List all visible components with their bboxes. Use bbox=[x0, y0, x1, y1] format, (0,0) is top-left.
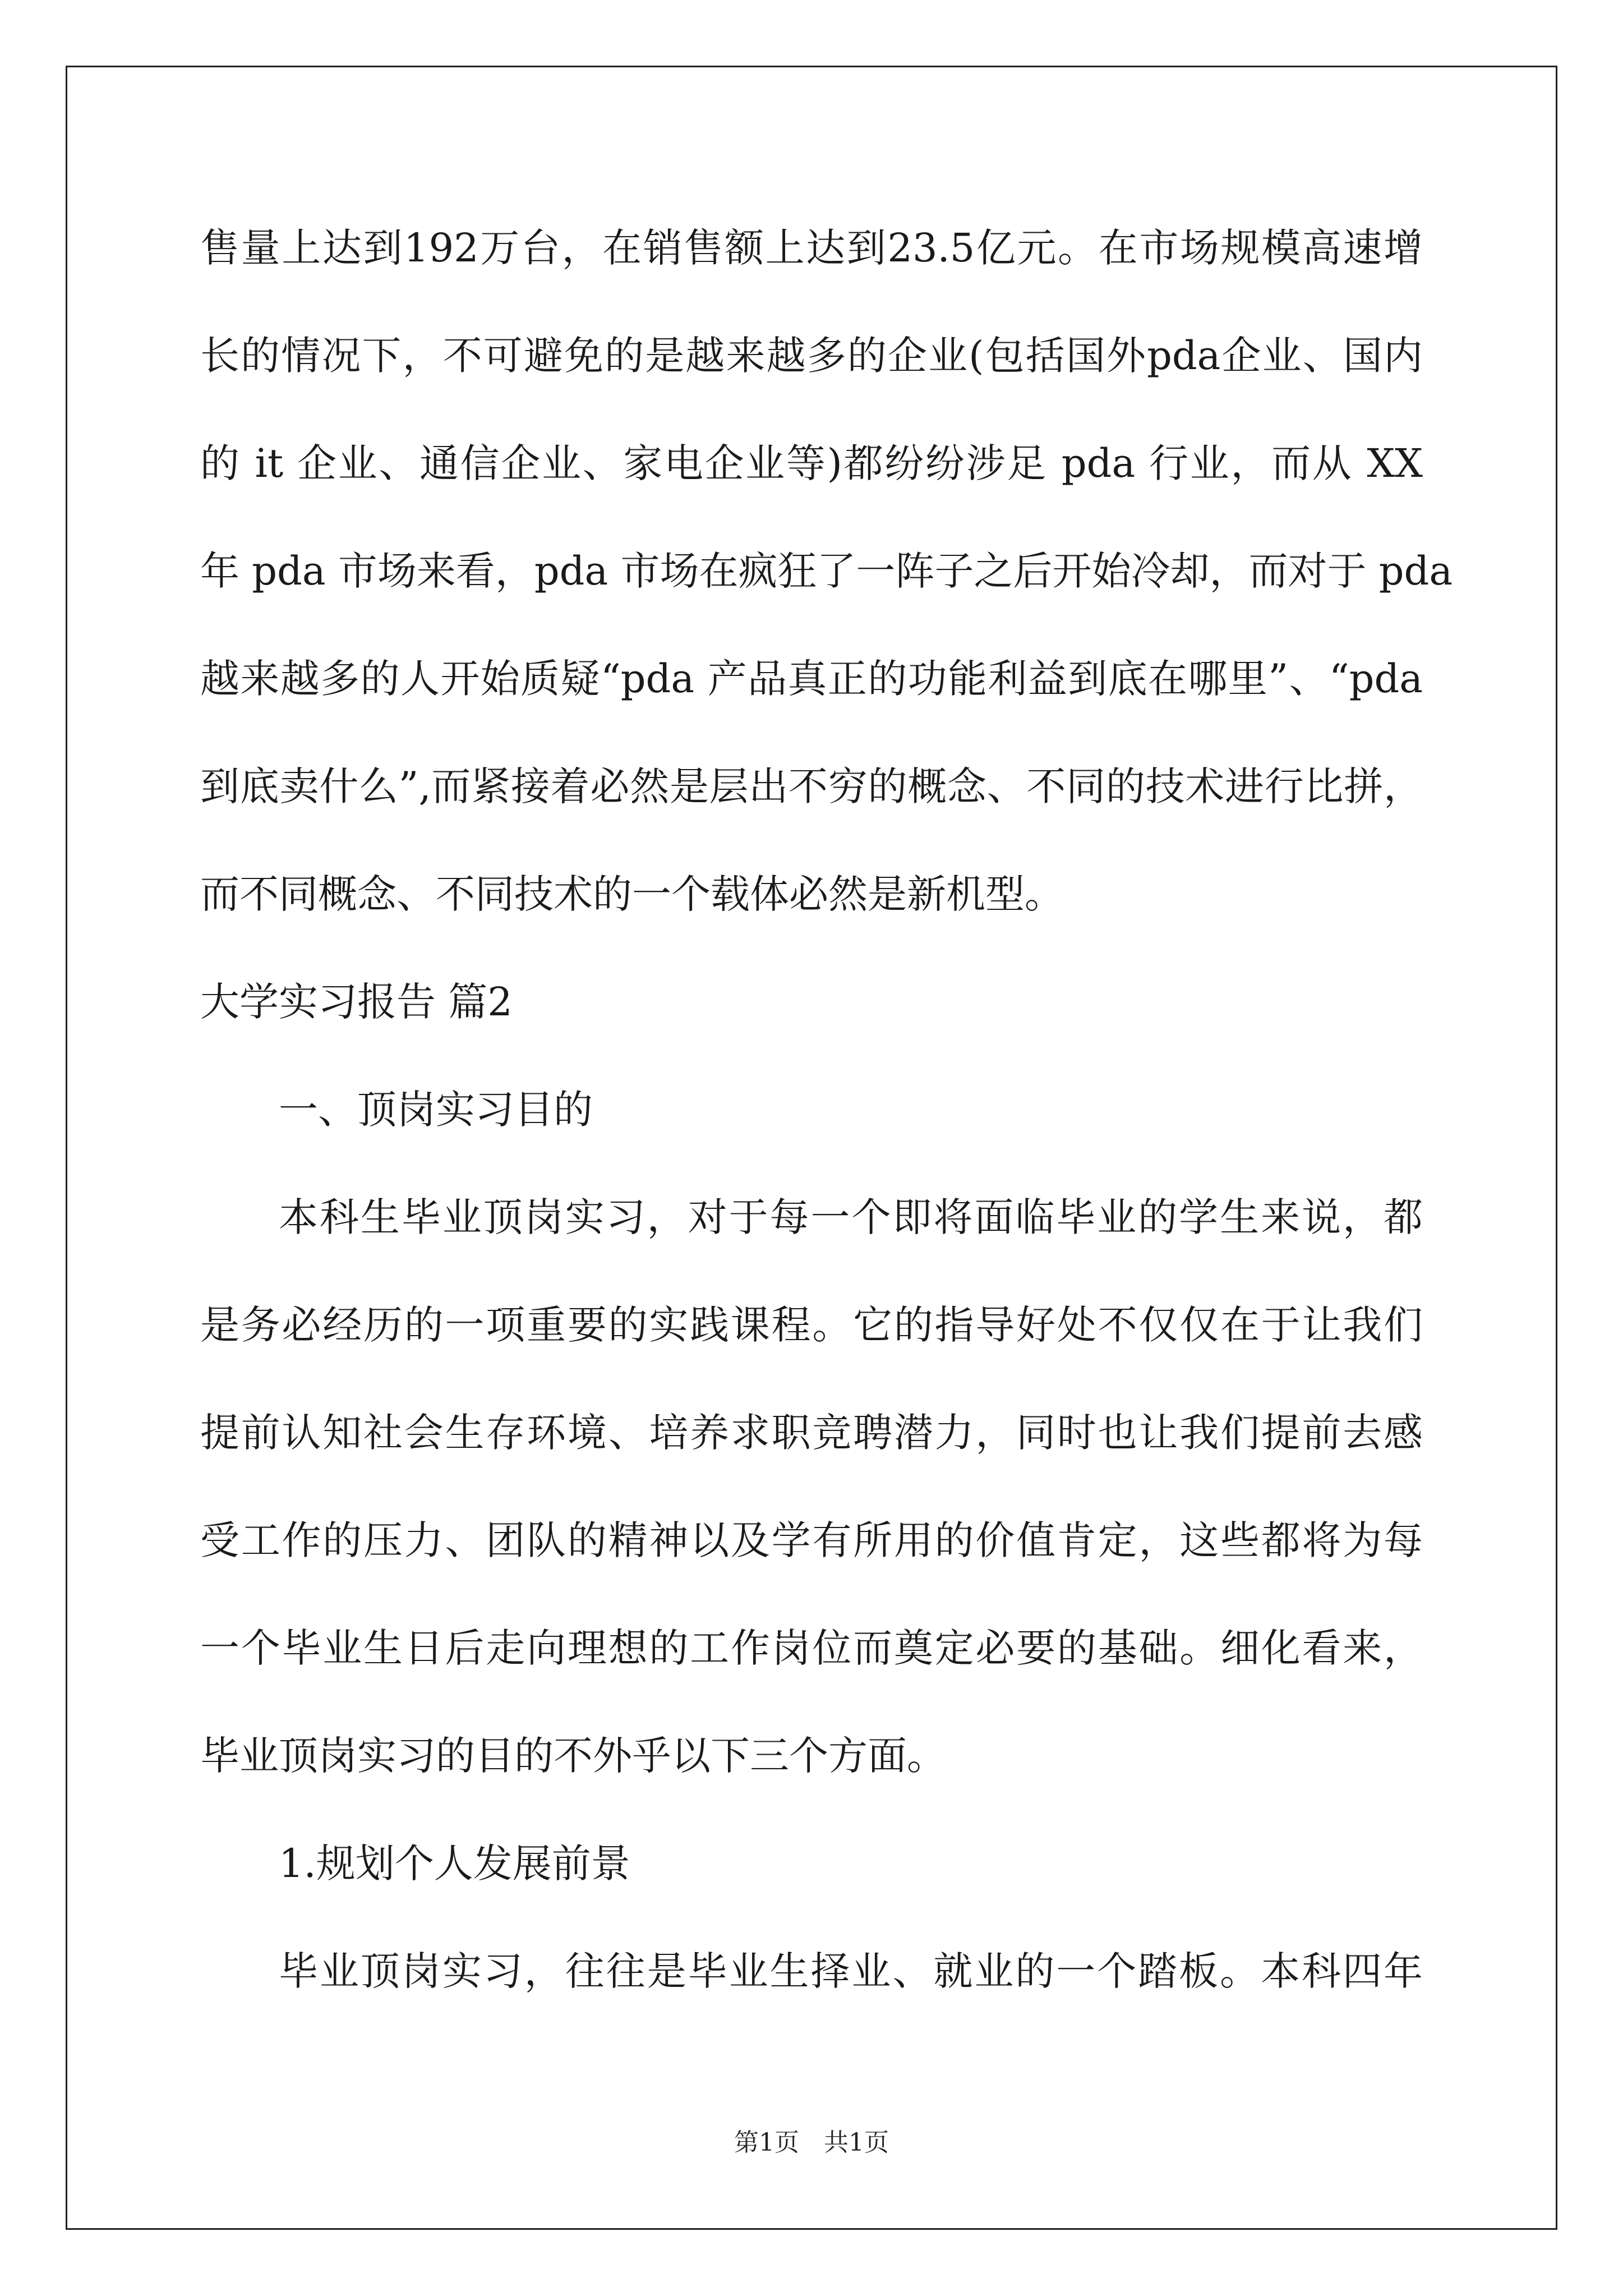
paragraph-line: 长的情况下，不可避免的是越来越多的企业(包括国外pda企业、国内 bbox=[200, 333, 1423, 379]
paragraph-line: 年 pda 市场来看，pda 市场在疯狂了一阵子之后开始冷却，而对于 pda bbox=[200, 548, 1453, 594]
page-footer: 第1页 共1页 bbox=[734, 2128, 889, 2157]
paragraph-line: 毕业顶岗实习的目的不外乎以下三个方面。 bbox=[200, 1733, 946, 1779]
paragraph-line: 本科生毕业顶岗实习，对于每一个即将面临毕业的学生来说，都 bbox=[279, 1194, 1423, 1240]
paragraph-line: 售量上达到192万台，在销售额上达到23.5亿元。在市场规模高速增 bbox=[200, 225, 1423, 271]
paragraph-line: 一个毕业生日后走向理想的工作岗位而奠定必要的基础。细化看来， bbox=[200, 1625, 1423, 1671]
paragraph-line: 毕业顶岗实习，往往是毕业生择业、就业的一个踏板。本科四年 bbox=[279, 1948, 1423, 1994]
document-body bbox=[200, 216, 1453, 2047]
paragraph-line: 到底卖什么”,而紧接着必然是层出不穷的概念、不同的技术进行比拼， bbox=[200, 763, 1423, 809]
subsection-heading: 一、顶岗实习目的 bbox=[279, 1087, 593, 1133]
paragraph-line: 是务必经历的一项重要的实践课程。它的指导好处不仅仅在于让我们 bbox=[200, 1302, 1423, 1348]
paragraph-line: 受工作的压力、团队的精神以及学有所用的价值肯定，这些都将为每 bbox=[200, 1517, 1423, 1563]
section-heading: 大学实习报告 篇2 bbox=[200, 979, 513, 1025]
subsection-heading: 1.规划个人发展前景 bbox=[279, 1841, 630, 1887]
paragraph-line: 提前认知社会生存环境、培养求职竞聘潜力，同时也让我们提前去感 bbox=[200, 1410, 1423, 1456]
paragraph-line: 的 it 企业、通信企业、家电企业等)都纷纷涉足 pda 行业，而从 XX bbox=[200, 440, 1423, 486]
paragraph-line: 越来越多的人开始质疑“pda 产品真正的功能利益到底在哪里”、“pda bbox=[200, 656, 1423, 702]
paragraph-line: 而不同概念、不同技术的一个载体必然是新机型。 bbox=[200, 871, 1064, 917]
